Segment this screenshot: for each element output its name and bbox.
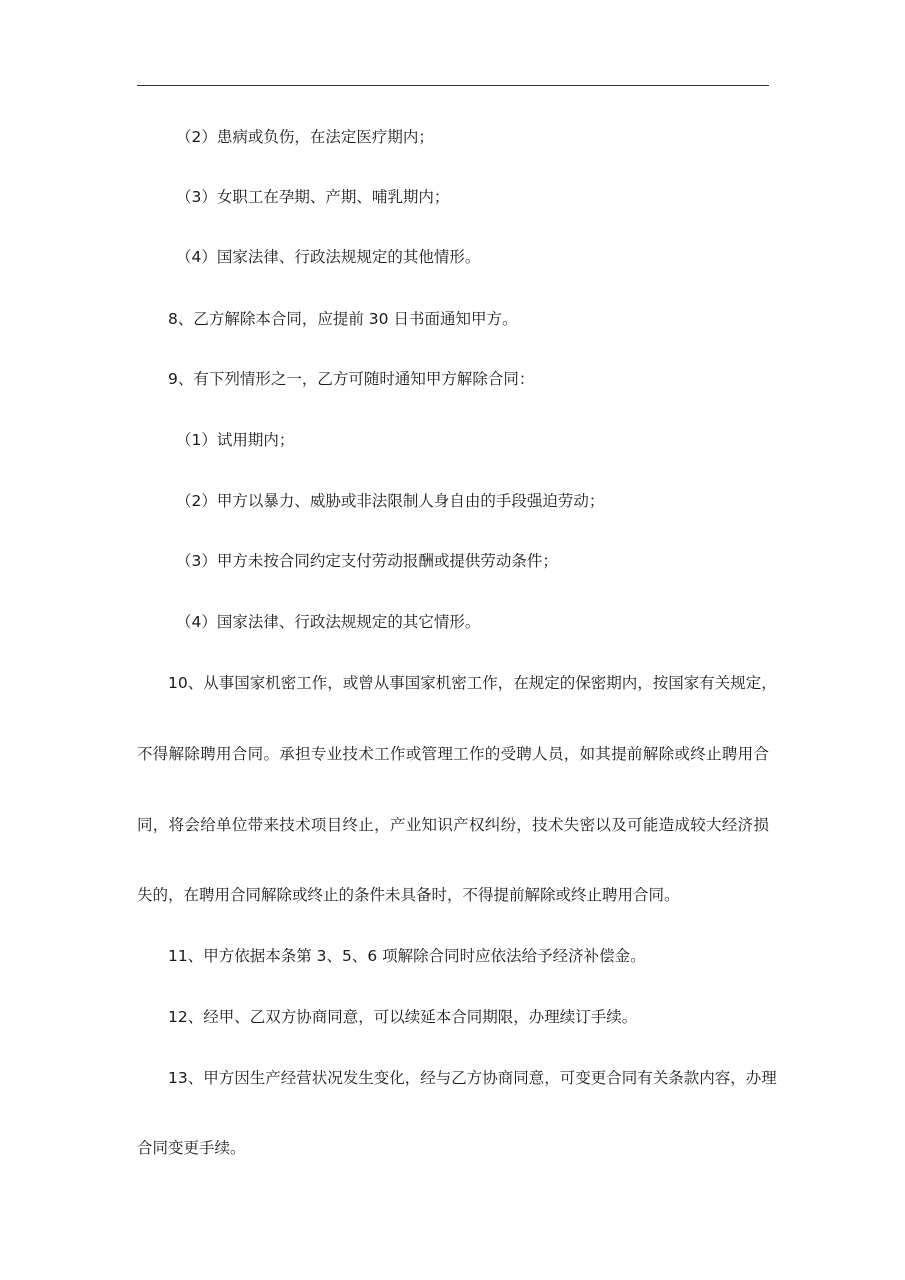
header-rule bbox=[137, 85, 769, 86]
clause-7-item-2: （2）患病或负伤，在法定医疗期内； bbox=[176, 128, 434, 146]
clause-10-line-3: 同，将会给单位带来技术项目终止，产业知识产权纠纷，技术失密以及可能造成较大经济损 bbox=[137, 816, 769, 834]
clause-9: 9、有下列情形之一，乙方可随时通知甲方解除合同： bbox=[168, 370, 535, 388]
clause-9-item-2: （2）甲方以暴力、威胁或非法限制人身自由的手段强迫劳动； bbox=[176, 492, 605, 510]
clause-9-item-4: （4）国家法律、行政法规规定的其它情形。 bbox=[176, 613, 481, 631]
clause-11: 11、甲方依据本条第 3、5、6 项解除合同时应依法给予经济补偿金。 bbox=[168, 947, 646, 965]
clause-8: 8、乙方解除本合同，应提前 30 日书面通知甲方。 bbox=[168, 310, 518, 328]
clause-13-line-2: 合同变更手续。 bbox=[137, 1139, 246, 1157]
clause-9-item-1: （1）试用期内； bbox=[176, 431, 295, 449]
clause-10-line-2: 不得解除聘用合同。承担专业技术工作或管理工作的受聘人员，如其提前解除或终止聘用合 bbox=[137, 745, 769, 763]
clause-9-item-3: （3）甲方未按合同约定支付劳动报酬或提供劳动条件； bbox=[176, 552, 558, 570]
clause-10-line-4: 失的，在聘用合同解除或终止的条件未具备时，不得提前解除或终止聘用合同。 bbox=[137, 886, 680, 904]
clause-7-item-4: （4）国家法律、行政法规规定的其他情形。 bbox=[176, 248, 481, 266]
clause-10-line-1: 10、从事国家机密工作，或曾从事国家机密工作，在规定的保密期内，按国家有关规定， bbox=[168, 674, 777, 692]
clause-12: 12、经甲、乙双方协商同意，可以续延本合同期限，办理续订手续。 bbox=[168, 1008, 638, 1026]
clause-7-item-3: （3）女职工在孕期、产期、哺乳期内； bbox=[176, 188, 450, 206]
clause-13-line-1: 13、甲方因生产经营状况发生变化，经与乙方协商同意，可变更合同有关条款内容，办理 bbox=[168, 1069, 777, 1087]
